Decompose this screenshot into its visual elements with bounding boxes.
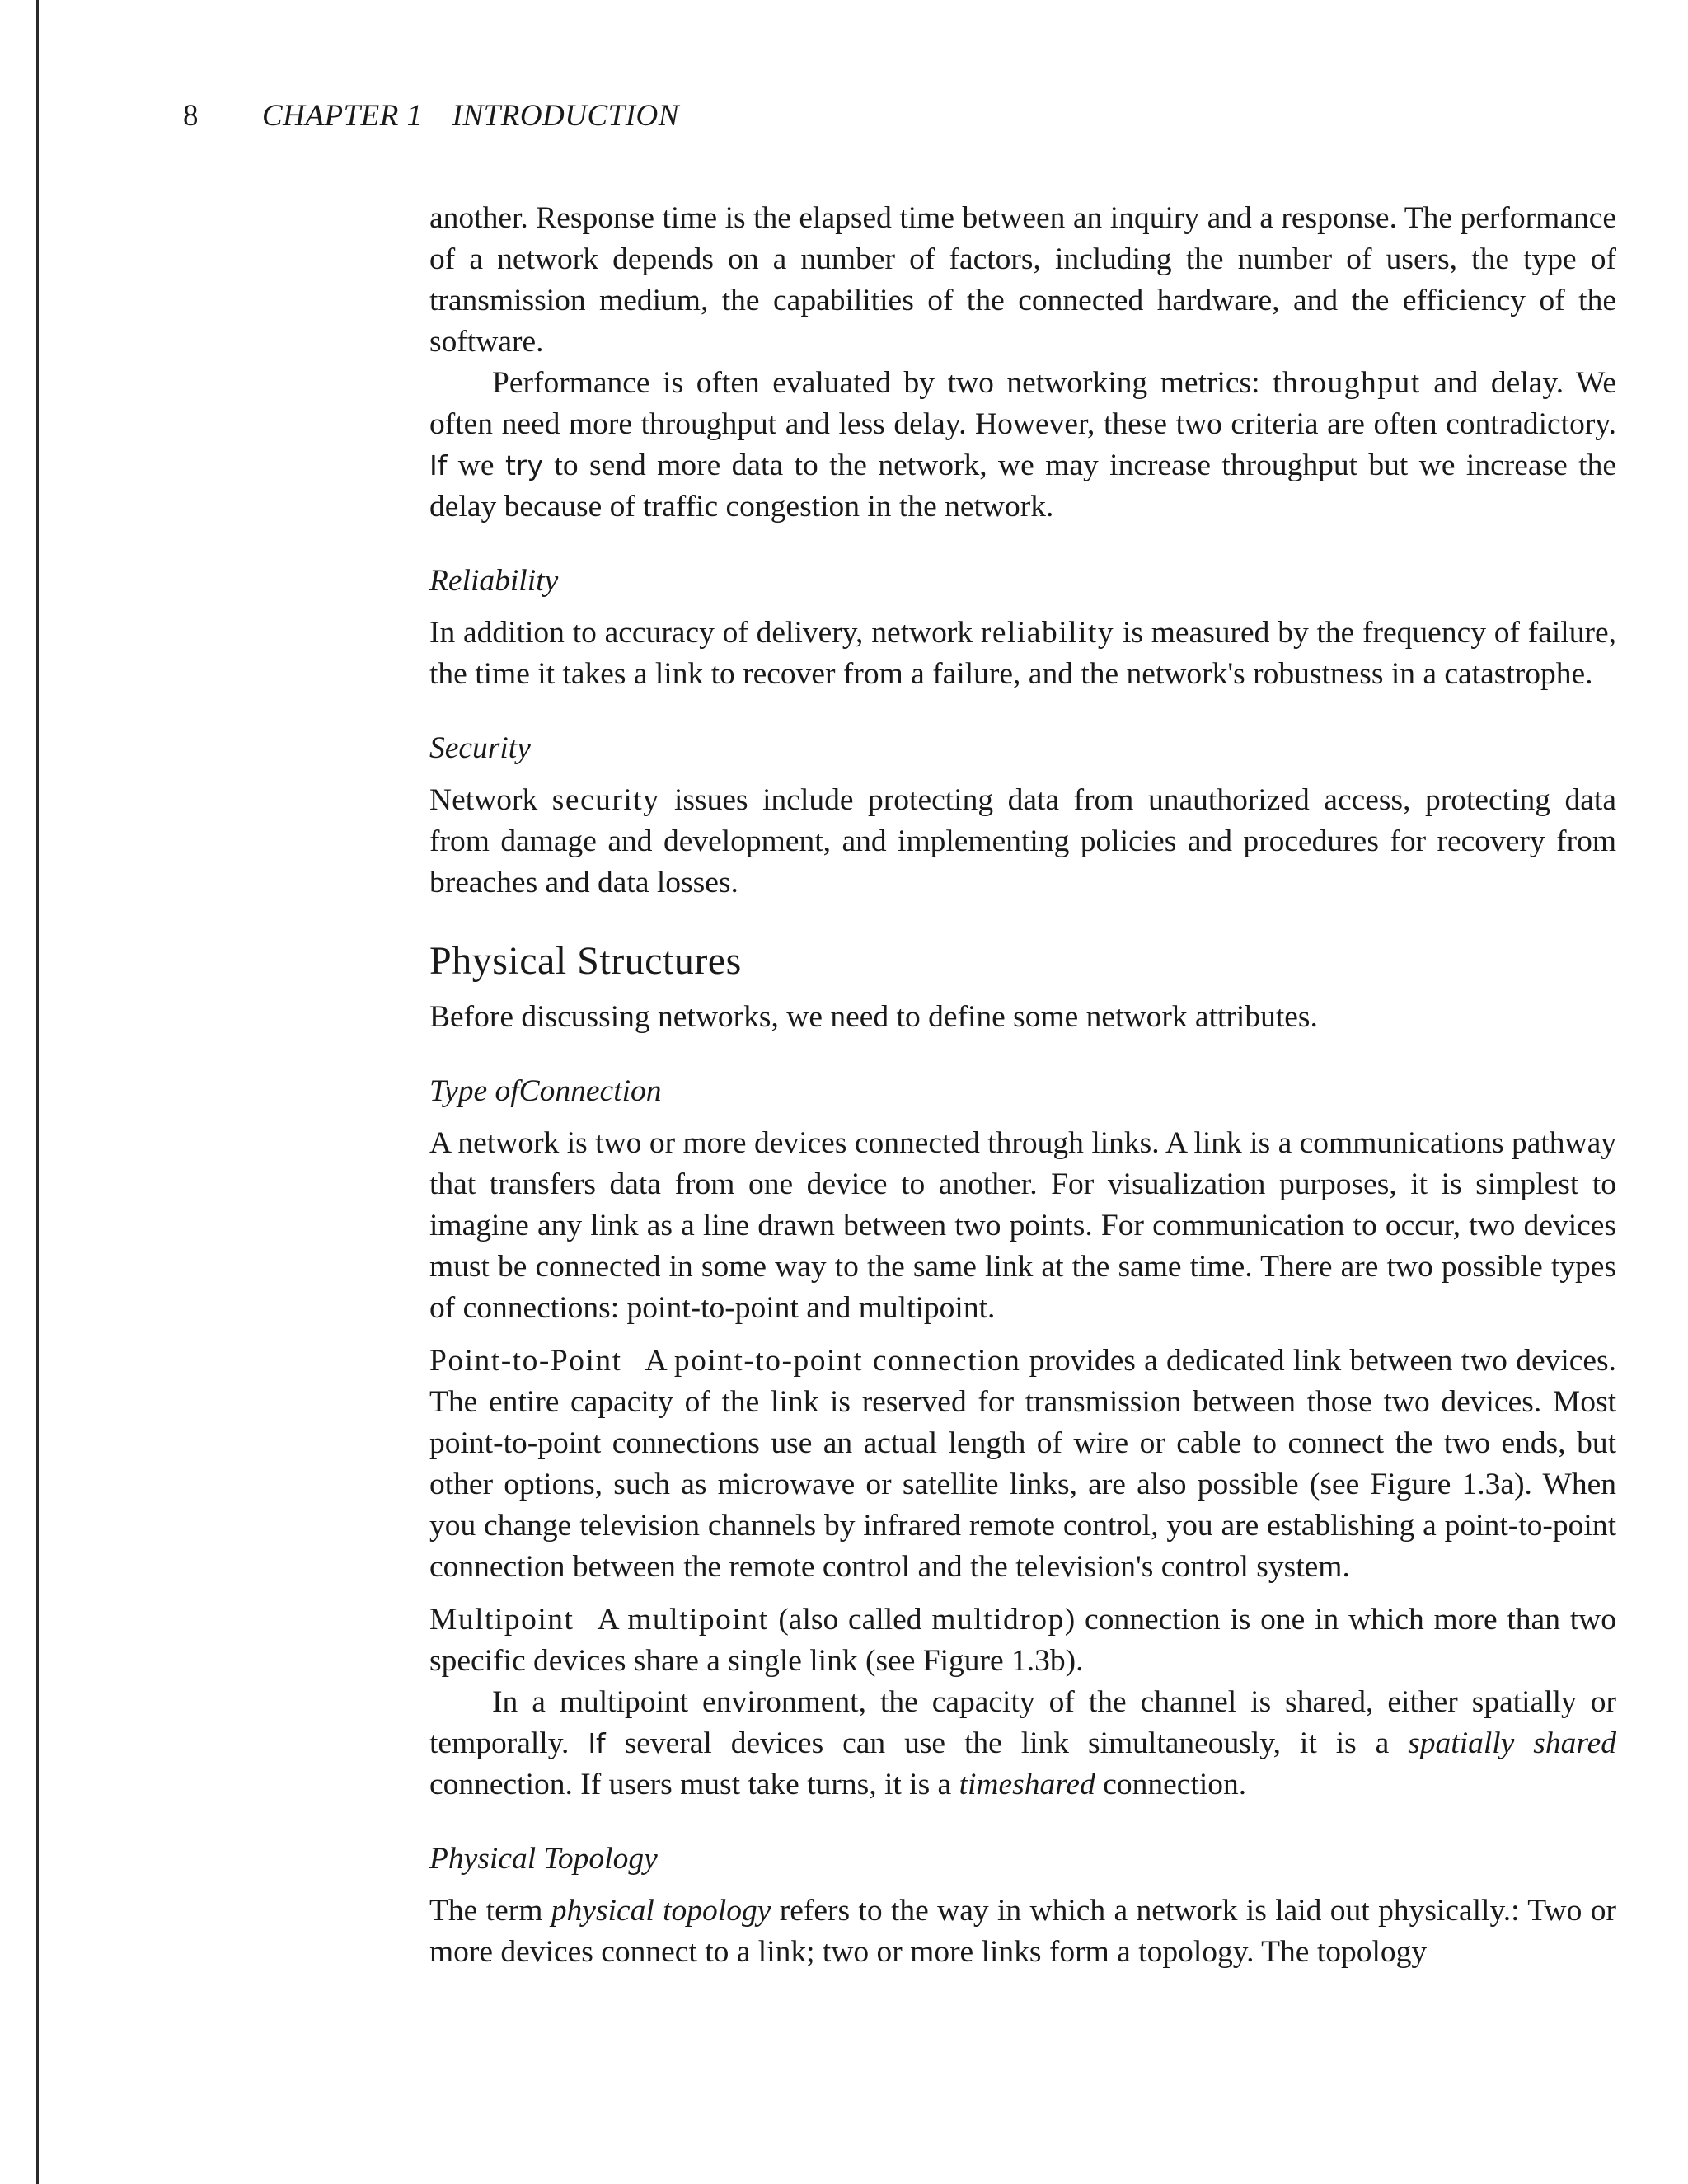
term-reliability: reliability — [980, 616, 1115, 650]
text-span: is measured by the frequency of failure, the time it takes a link to recover from a failure, and the network's robustness in a catastrophe. — [429, 616, 1616, 691]
text-span: we — [447, 449, 505, 482]
chapter-label: CHAPTER 1 — [262, 99, 423, 133]
page-left-border — [36, 0, 39, 2184]
paragraph-physical-topology — [429, 1890, 1616, 1973]
paragraph-physical-structures-intro: Before discussing networks, we need to define some network attributes. — [429, 1000, 1318, 1034]
text-span: provides a dedicated link between two devices. The entire capacity of the link is reserved for transmission between those two devices. Most point-to-point connections use an actual length of wire or cable to connect the two ends, but other options, such as microwave or satellite links, are also possible (see Figure 1.3a). When you change television channels by infrared remote control, you are establishing a point-to-point connection between the remote control and the television's control system. — [429, 1344, 1617, 1584]
paragraph-point-to-point — [429, 1341, 1616, 1588]
word-try: try — [504, 449, 543, 481]
word-if: If — [588, 1727, 606, 1759]
chapter-title: INTRODUCTION — [452, 99, 679, 133]
term-multipoint: multipoint — [627, 1603, 769, 1637]
heading-physical-structures: Physical Structures — [429, 939, 742, 983]
paragraph-multipoint — [429, 1599, 1616, 1682]
text-span: (also called — [768, 1603, 932, 1637]
text-span: A — [597, 1603, 628, 1637]
runin-heading-point-to-point: Point-to-Point — [429, 1344, 622, 1378]
paragraph-multipoint-sharing — [429, 1682, 1616, 1806]
text-span: connection. — [1095, 1768, 1247, 1801]
term-point-to-point-connection: point-to-point connection — [673, 1344, 1021, 1378]
heading-physical-topology: Physical Topology — [429, 1842, 658, 1876]
term-multidrop: multidrop — [931, 1603, 1065, 1637]
text-span: refers to the way in which a network is laid out physically.: Two or more devices connect to a link; two or more links form a topology. The topology — [429, 1894, 1616, 1969]
paragraph-performance — [429, 363, 1616, 528]
term-spatially-shared: spatially shared — [1408, 1726, 1616, 1760]
text-span: and delay. We often need more throughput and less delay. However, these two criteria are often contradictory. — [429, 366, 1616, 441]
text-span: several devices can use the link simultaneously, it is a — [605, 1726, 1409, 1760]
text-span: connection. If users must take turns, it is a — [429, 1768, 959, 1801]
text-span: issues include protecting data from unauthorized access, protecting data from damage and development, and implementing policies and procedures for recovery from breaches and data losses. — [429, 783, 1616, 899]
paragraph-response-time: another. Response time is the elapsed time between an inquiry and a response. The performance of a network depends on a number of factors, including the number of users, the type of transmission medium, the capabilities of the connected hardware, and the efficiency of the software. — [429, 201, 1616, 359]
runin-heading-multipoint: Multipoint — [429, 1603, 574, 1637]
paragraph-security — [429, 780, 1616, 904]
text-span: The term — [429, 1894, 551, 1928]
page-number: 8 — [183, 99, 199, 133]
text-span: In addition to accuracy of delivery, network — [429, 616, 981, 650]
heading-reliability: Reliability — [429, 564, 559, 598]
paragraph-reliability — [429, 613, 1616, 695]
text-span: to send more data to the network, we may increase throughput but we increase the delay because of traffic congestion in the network. — [429, 449, 1616, 524]
text-span: A — [645, 1344, 674, 1378]
page-body — [429, 198, 1616, 1973]
word-if: If — [429, 449, 448, 481]
text-span: In a multipoint environment, the capacity of the channel is shared, either spatially or temporally. — [429, 1685, 1616, 1760]
text-span: ) connection is one in which more than two specific devices share a single link (see Figure 1.3b). — [429, 1603, 1617, 1678]
running-head — [183, 96, 679, 137]
paragraph-type-of-connection: A network is two or more devices connected through links. A link is a communications pathway that transfers data from one device to another. For visualization purposes, it is simplest to imagine any link as a line drawn between two points. For communication to occur, two devices must be connected in some way to the same link at the same time. There are two possible types of connections: point-to-point and multipoint. — [429, 1126, 1616, 1325]
text-span: Network — [429, 783, 552, 817]
term-security: security — [551, 783, 660, 817]
heading-type-of-connection: Type ofConnection — [429, 1074, 662, 1108]
text-span: Performance is often evaluated by two networking metrics: — [492, 366, 1273, 400]
term-throughput: throughput — [1273, 366, 1421, 400]
term-timeshared: timeshared — [959, 1768, 1095, 1801]
heading-security: Security — [429, 731, 531, 765]
term-physical-topology: physical topology — [551, 1894, 771, 1928]
